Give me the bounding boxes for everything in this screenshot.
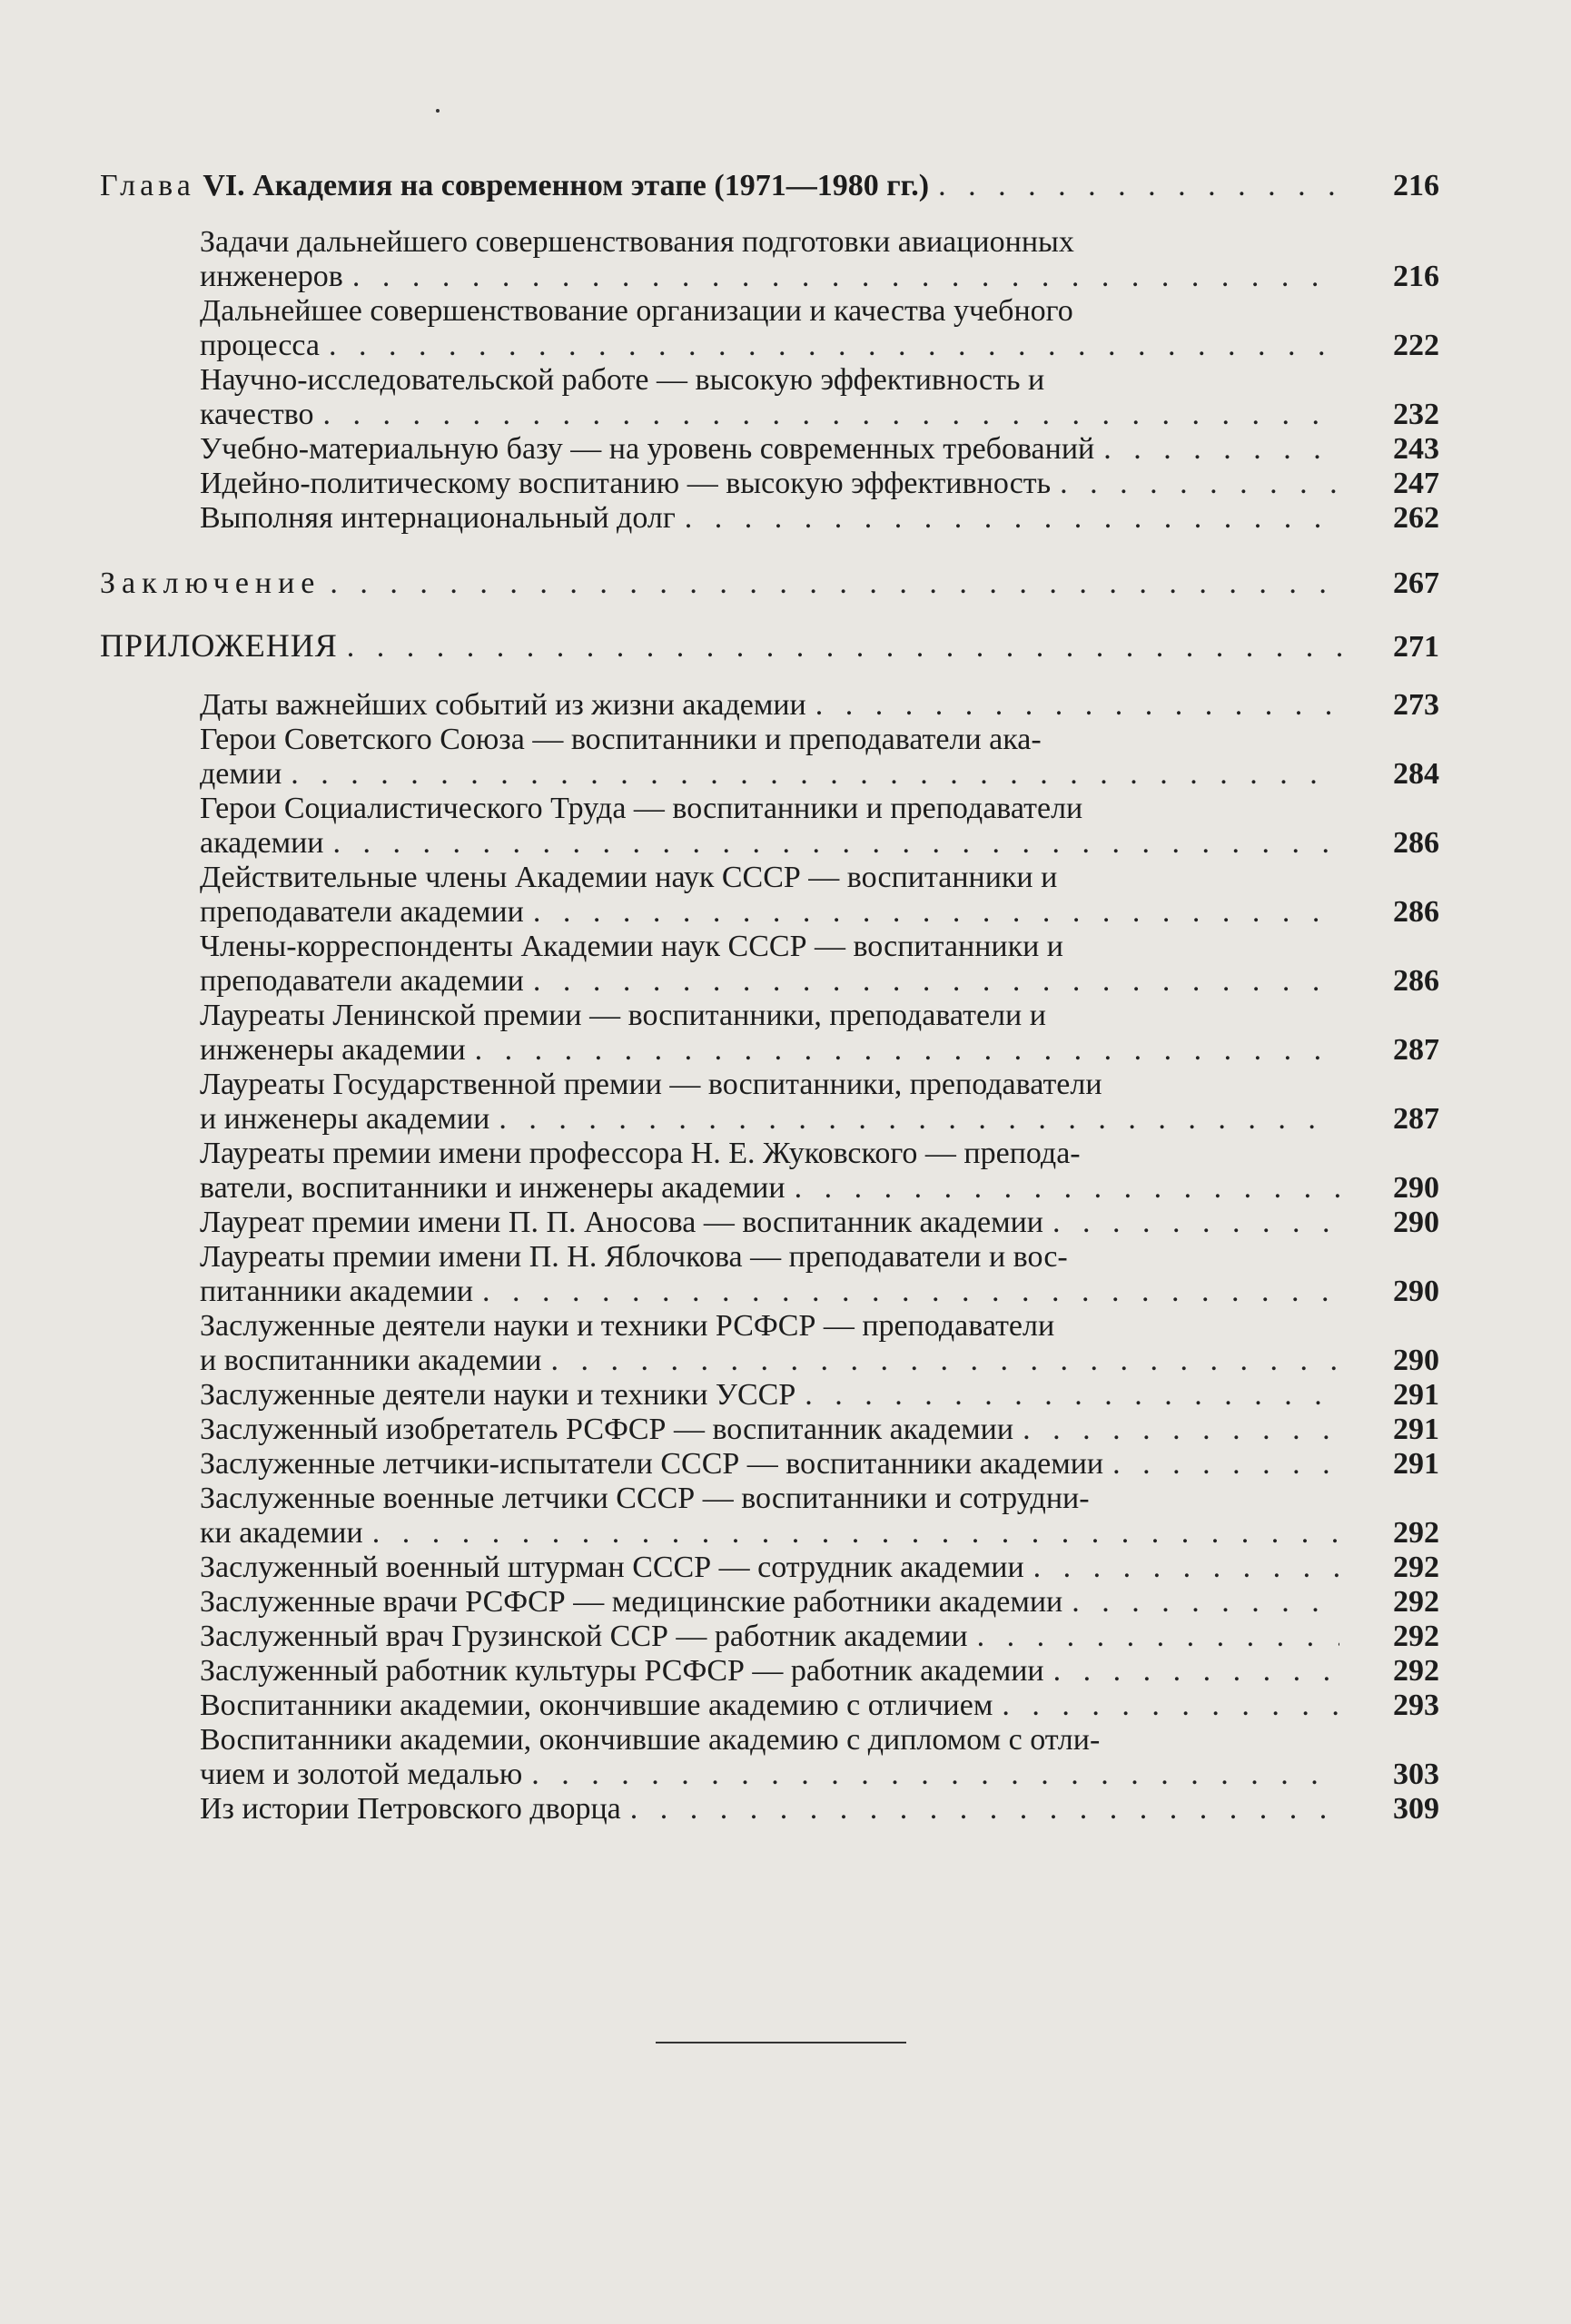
section-entry xyxy=(100,501,1439,536)
appendix-entry-page: 291 xyxy=(1393,1413,1439,1446)
appendix-entry-text: Лауреаты премии имени П. Н. Яблочкова — преподаватели и вос- xyxy=(200,1240,1068,1274)
appendix-entry-text: преподаватели академии xyxy=(200,895,524,929)
appendix-entry-text: и инженеры академии xyxy=(200,1102,490,1136)
appendix-entry xyxy=(100,1551,1439,1585)
section-entry-text: инженеров xyxy=(200,260,343,293)
section-entry-page: 243 xyxy=(1393,432,1439,466)
dot-leader xyxy=(1062,1585,1339,1620)
appendix-entry-text: питанники академии xyxy=(200,1275,474,1308)
dot-leader xyxy=(522,1758,1339,1792)
dot-leader xyxy=(1013,1413,1339,1447)
chapter-entry xyxy=(100,169,1439,203)
dot-leader xyxy=(466,1033,1339,1068)
dot-leader xyxy=(489,1102,1339,1137)
section-entry xyxy=(100,225,1439,294)
dot-leader xyxy=(343,260,1339,294)
appendix-entry-page: 273 xyxy=(1393,688,1439,722)
section-entry-page: 216 xyxy=(1393,260,1439,293)
dot-leader xyxy=(786,1171,1339,1206)
section-entry-text: Дальнейшее совершенствование организации и качества учебного xyxy=(200,294,1073,328)
appendix-entry-page: 292 xyxy=(1393,1654,1439,1688)
dot-leader xyxy=(1044,1654,1339,1689)
appendices-entry xyxy=(100,628,1439,665)
appendix-entry-text: Герои Социалистического Труда — воспитанники и преподаватели xyxy=(200,792,1083,825)
appendix-entry xyxy=(100,1068,1439,1137)
conclusion-title: Заключение xyxy=(100,566,321,600)
appendix-entry xyxy=(100,861,1439,930)
table-of-contents xyxy=(100,169,1439,1827)
appendix-list xyxy=(100,688,1439,1827)
section-entry-text: Научно-исследовательской работе — высокую эффективность и xyxy=(200,363,1045,397)
appendix-entry-text: ватели, воспитанники и инженеры академии xyxy=(200,1171,786,1205)
appendices-page: 271 xyxy=(1393,630,1439,664)
section-entry xyxy=(100,363,1439,432)
chapter-title: VI. Академия на современном этапе (1971—1980 гг.) xyxy=(203,169,930,202)
section-entry xyxy=(100,432,1439,467)
chapter-label: Глава xyxy=(100,169,195,202)
appendix-entry-text: ки академии xyxy=(200,1516,363,1550)
appendix-entry-page: 303 xyxy=(1393,1758,1439,1791)
appendix-entry-page: 290 xyxy=(1393,1344,1439,1377)
appendix-entry-text: Заслуженные военные летчики СССР — воспитанники и сотрудни- xyxy=(200,1482,1090,1515)
appendix-entry-text: Заслуженный военный штурман СССР — сотрудник академии xyxy=(200,1551,1024,1584)
appendix-entry-page: 291 xyxy=(1393,1378,1439,1412)
appendix-entry-text: чием и золотой медалью xyxy=(200,1758,523,1791)
appendix-entry xyxy=(100,1413,1439,1447)
appendix-entry-page: 287 xyxy=(1393,1102,1439,1136)
appendix-entry-page: 292 xyxy=(1393,1516,1439,1550)
appendix-entry xyxy=(100,792,1439,861)
appendix-entry-text: Заслуженный работник культуры РСФСР — работник академии xyxy=(200,1654,1044,1688)
dot-leader xyxy=(993,1689,1339,1723)
appendix-entry-text: демии xyxy=(200,757,282,791)
dot-leader xyxy=(524,964,1339,999)
appendix-entry-text: Лауреаты премии имени профессора Н. Е. Жуковского — препода- xyxy=(200,1137,1081,1170)
section-entry-text: Выполняя интернациональный долг xyxy=(200,501,676,535)
dot-leader xyxy=(806,688,1339,723)
appendix-entry-text: преподаватели академии xyxy=(200,964,524,998)
dot-leader xyxy=(524,895,1339,930)
appendix-entry xyxy=(100,688,1439,723)
appendix-entry-text: Из истории Петровского дворца xyxy=(200,1792,621,1826)
appendix-entry-page: 286 xyxy=(1393,826,1439,860)
appendix-entry-text: Заслуженные летчики-испытатели СССР — воспитанники академии xyxy=(200,1447,1104,1481)
appendix-entry-text: Заслуженные деятели науки и техники РСФСР — преподаватели xyxy=(200,1309,1055,1343)
dot-leader xyxy=(321,566,1349,601)
appendix-entry-text: Лауреат премии имени П. П. Аносова — воспитанник академии xyxy=(200,1206,1043,1239)
appendix-entry-text: Лауреаты Ленинской премии — воспитанники, преподаватели и xyxy=(200,999,1046,1032)
dot-leader xyxy=(1043,1206,1339,1240)
appendix-entry xyxy=(100,1137,1439,1206)
section-entry-text: Идейно-политическому воспитанию — высокую эффективность xyxy=(200,467,1052,500)
appendix-entry-page: 292 xyxy=(1393,1585,1439,1619)
appendix-entry-page: 309 xyxy=(1393,1792,1439,1826)
appendices-title: ПРИЛОЖЕНИЯ xyxy=(100,627,338,664)
appendix-entry-page: 286 xyxy=(1393,964,1439,998)
appendix-entry-text: академии xyxy=(200,826,324,860)
chapter-sections xyxy=(100,225,1439,536)
conclusion-page: 267 xyxy=(1393,566,1439,600)
dot-leader xyxy=(320,329,1339,363)
dot-leader xyxy=(1051,467,1339,501)
appendix-entry xyxy=(100,1620,1439,1654)
appendix-entry-text: Герои Советского Союза — воспитанники и преподаватели ака- xyxy=(200,723,1042,756)
section-entry xyxy=(100,294,1439,363)
appendix-entry-page: 286 xyxy=(1393,895,1439,929)
appendix-entry xyxy=(100,1240,1439,1309)
section-entry-page: 262 xyxy=(1393,501,1439,535)
section-entry-text: Задачи дальнейшего совершенствования подготовки авиационных xyxy=(200,225,1074,259)
dot-leader xyxy=(1024,1551,1339,1585)
appendix-entry xyxy=(100,1689,1439,1723)
section-entry-page: 247 xyxy=(1393,467,1439,500)
dot-leader xyxy=(363,1516,1339,1551)
appendix-entry xyxy=(100,1309,1439,1378)
appendix-entry-page: 291 xyxy=(1393,1447,1439,1481)
appendix-entry xyxy=(100,1792,1439,1827)
dot-leader xyxy=(542,1344,1340,1378)
dot-leader xyxy=(621,1792,1339,1827)
dot-leader xyxy=(968,1620,1339,1654)
appendix-entry-text: Лауреаты Государственной премии — воспитанники, преподаватели xyxy=(200,1068,1102,1101)
dot-leader xyxy=(282,757,1339,792)
ink-speck xyxy=(436,109,440,113)
dot-leader xyxy=(1103,1447,1339,1482)
appendix-entry xyxy=(100,1585,1439,1620)
appendix-entry-page: 293 xyxy=(1393,1689,1439,1722)
conclusion-entry xyxy=(100,566,1439,601)
appendix-entry xyxy=(100,930,1439,999)
appendix-entry xyxy=(100,723,1439,792)
appendix-entry-page: 287 xyxy=(1393,1033,1439,1067)
appendix-entry-page: 284 xyxy=(1393,757,1439,791)
dot-leader xyxy=(473,1275,1339,1309)
appendix-entry-text: Заслуженный врач Грузинской ССР — работник академии xyxy=(200,1620,968,1653)
chapter-page: 216 xyxy=(1393,169,1439,202)
section-entry-text: качество xyxy=(200,398,314,431)
dot-leader xyxy=(314,398,1339,432)
appendix-entry xyxy=(100,1378,1439,1413)
appendix-entry-text: Даты важнейших событий из жизни академии xyxy=(200,688,806,722)
appendix-entry-page: 290 xyxy=(1393,1275,1439,1308)
section-entry xyxy=(100,467,1439,501)
dot-leader xyxy=(929,169,1349,203)
appendix-entry xyxy=(100,1723,1439,1792)
section-entry-text: процесса xyxy=(200,329,321,362)
appendix-entry-page: 290 xyxy=(1393,1171,1439,1205)
appendix-entry-page: 292 xyxy=(1393,1620,1439,1653)
dot-leader xyxy=(323,826,1339,861)
section-entry-page: 222 xyxy=(1393,329,1439,362)
appendix-entry xyxy=(100,999,1439,1068)
dot-leader xyxy=(795,1378,1339,1413)
appendix-entry xyxy=(100,1206,1439,1240)
appendix-entry-text: Воспитанники академии, окончившие академию с отличием xyxy=(200,1689,993,1722)
appendix-entry-text: и воспитанники академии xyxy=(200,1344,542,1377)
appendix-entry-text: Действительные члены Академии наук СССР — воспитанники и xyxy=(200,861,1058,894)
appendix-entry-text: Члены-корреспонденты Академии наук СССР — воспитанники и xyxy=(200,930,1063,963)
dot-leader xyxy=(338,630,1349,665)
end-rule xyxy=(656,2042,906,2043)
appendix-entry xyxy=(100,1654,1439,1689)
appendix-entry-text: Воспитанники академии, окончившие академию с дипломом с отли- xyxy=(200,1723,1101,1757)
appendix-entry xyxy=(100,1447,1439,1482)
appendix-entry-text: Заслуженный изобретатель РСФСР — воспитанник академии xyxy=(200,1413,1014,1446)
appendix-entry-text: Заслуженные врачи РСФСР — медицинские работники академии xyxy=(200,1585,1063,1619)
appendix-entry-page: 292 xyxy=(1393,1551,1439,1584)
appendix-entry-page: 290 xyxy=(1393,1206,1439,1239)
appendix-entry-text: Заслуженные деятели науки и техники УССР xyxy=(200,1378,796,1412)
appendix-entry xyxy=(100,1482,1439,1551)
section-entry-page: 232 xyxy=(1393,398,1439,431)
appendix-entry-text: инженеры академии xyxy=(200,1033,466,1067)
section-entry-text: Учебно-материальную базу — на уровень современных требований xyxy=(200,432,1095,466)
dot-leader xyxy=(676,501,1339,536)
dot-leader xyxy=(1094,432,1339,467)
